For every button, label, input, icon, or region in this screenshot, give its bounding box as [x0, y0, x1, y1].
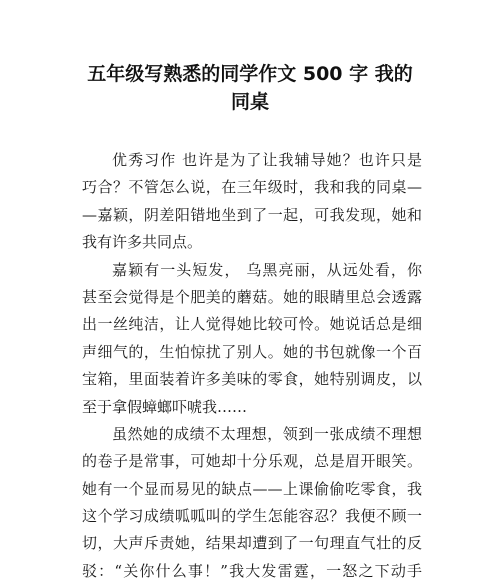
text-line: 至于拿假蟑螂吓唬我……: [82, 397, 248, 416]
text-line: 宝箱，里面装着许多美味的零食，她特别调皮，以: [82, 370, 422, 389]
text-line: 我有许多共同点。: [82, 233, 203, 252]
text-line: 优秀习作 也许是为了让我辅导她？也许只是: [112, 151, 422, 169]
title-line-2: 同桌: [230, 91, 269, 113]
text-line: 这个学习成绩呱呱叫的学生怎能容忍？我便不顾一: [82, 507, 422, 526]
title-line-1: 五年级写熟悉的同学作文 500 字 我的: [87, 63, 413, 85]
text-line: 驳：“关你什么事！”我大发雷霆，一怒之下动手: [82, 561, 422, 580]
text-line: —嘉颖，阴差阳错地坐到了一起，可我发现，她和: [82, 205, 422, 224]
text-line: 出一丝纯洁，让人觉得她比较可怜。她说话总是细: [82, 315, 422, 334]
text-line: 甚至会觉得是个肥美的蘑菇。她的眼睛里总会透露: [82, 287, 422, 306]
text-line: 虽然她的成绩不太理想，领到一张成绩不理想: [112, 424, 422, 443]
text-line: 声细气的，生怕惊扰了别人。她的书包就像一个百: [82, 342, 422, 361]
text-line: 巧合？不管怎么说，在三年级时，我和我的同桌—: [82, 178, 422, 197]
text-line: 她有一个显而易见的缺点——上课偷偷吃零食，我: [82, 479, 422, 498]
article-body: [82, 147, 422, 585]
text-line: 嘉颖有一头短发， 乌黑亮丽，从远处看，你: [112, 260, 422, 279]
text-line: 切，大声斥责她，结果却遭到了一句理直气壮的反: [82, 534, 422, 553]
text-line: 的卷子是常事，可她却十分乐观，总是眉开眼笑。: [82, 452, 422, 471]
document-title: [60, 60, 440, 116]
